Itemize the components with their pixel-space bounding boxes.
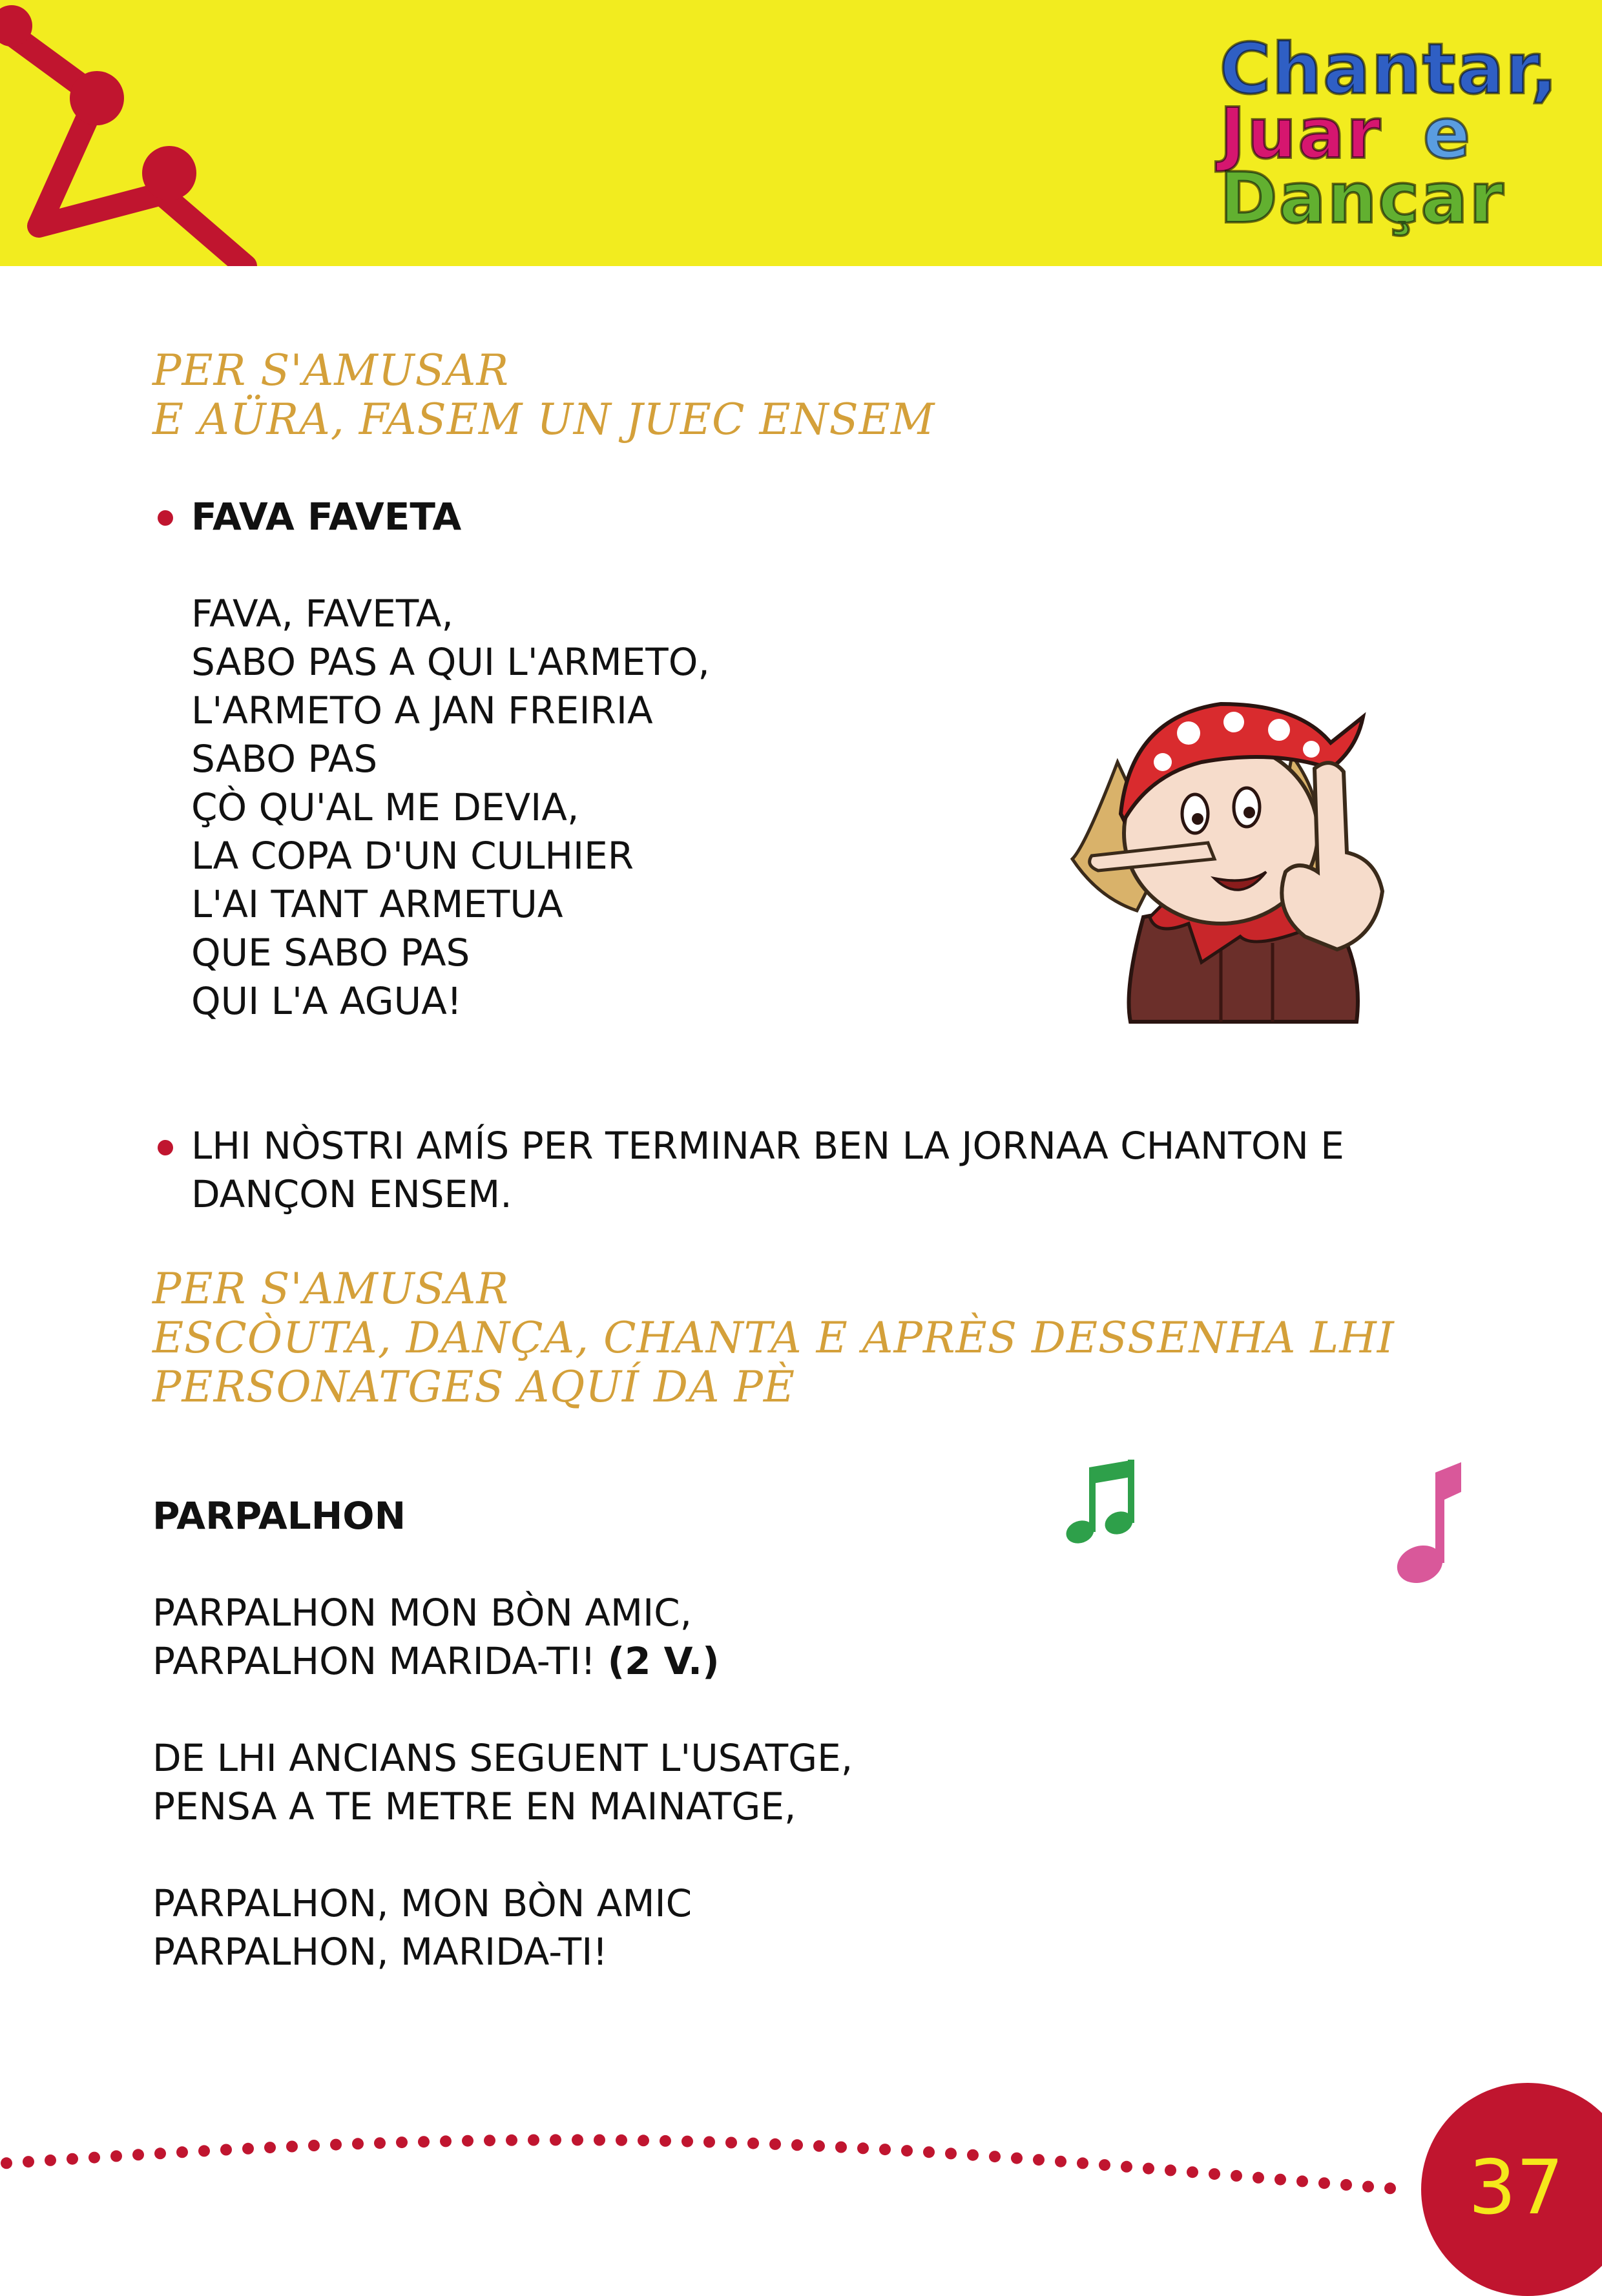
- wave-dot: [462, 2135, 473, 2147]
- wave-dot: [1296, 2175, 1308, 2187]
- verse-line: QUI L'A AGUA!: [191, 979, 462, 1023]
- section1-heading: [152, 346, 935, 444]
- wave-dot: [989, 2151, 1001, 2162]
- song-stanza-2: [152, 1734, 853, 1831]
- wave-dot: [67, 2153, 78, 2165]
- closing-note: [191, 1122, 1344, 1219]
- wave-dot: [330, 2139, 342, 2151]
- dotted-wave-divider: [0, 2105, 1447, 2209]
- wave-dot: [1362, 2181, 1374, 2193]
- bullet-dot: [158, 1140, 173, 1155]
- green-music-note-icon: [1059, 1453, 1143, 1550]
- wave-dot: [396, 2136, 408, 2148]
- wave-dot: [352, 2138, 364, 2149]
- verse-line: FAVA, FAVETA,: [191, 592, 453, 636]
- song-stanza-1: [152, 1589, 720, 1686]
- wave-dot: [1055, 2156, 1066, 2167]
- verse-line: L'AI TANT ARMETUA: [191, 882, 563, 926]
- wave-dot: [1033, 2154, 1045, 2166]
- repeat-marker: (2 V.): [607, 1639, 720, 1683]
- wave-dot: [835, 2142, 847, 2153]
- verse-line: L'ARMETO A JAN FREIRIA: [191, 688, 653, 732]
- wave-dot: [88, 2152, 100, 2164]
- wave-dot: [242, 2143, 254, 2155]
- section2-heading-line3: PERSONATGES AQUÍ DA PÈ: [152, 1362, 796, 1412]
- cartoon-girl-illustration: [1059, 665, 1408, 1027]
- wave-dot: [550, 2134, 561, 2146]
- wave-dot: [286, 2141, 298, 2153]
- wave-dot: [198, 2145, 210, 2156]
- fava-faveta-verse: [191, 590, 710, 1026]
- game-title: FAVA FAVETA: [191, 495, 462, 539]
- wave-dot: [45, 2155, 56, 2166]
- wave-dot: [528, 2135, 539, 2146]
- pink-music-note-icon: [1389, 1453, 1466, 1595]
- verse-line: SABO PAS A QUI L'ARMETO,: [191, 640, 710, 684]
- brand-word-e: e: [1422, 94, 1472, 174]
- wave-dot: [1143, 2163, 1154, 2175]
- wave-dot: [1011, 2153, 1023, 2164]
- section2-heading-line1: PER S'AMUSAR: [152, 1264, 510, 1314]
- wave-dot: [1274, 2174, 1286, 2186]
- wave-dot: [374, 2137, 386, 2149]
- verse-line: SABO PAS: [191, 737, 378, 781]
- wave-dot: [769, 2138, 781, 2150]
- page-number: 37: [1468, 2144, 1564, 2231]
- wave-dot: [1318, 2177, 1330, 2189]
- wave-dot: [1077, 2157, 1088, 2169]
- verse-line: LA COPA D'UN CULHIER: [191, 834, 634, 878]
- wave-dot: [506, 2135, 517, 2146]
- closing-note-line1: LHI NÒSTRI AMÍS PER TERMINAR BEN LA JORNAA CHANTON E: [191, 1124, 1344, 1168]
- brand-line-chantar: Chantar,: [1220, 29, 1559, 110]
- wave-dot: [1187, 2166, 1198, 2178]
- wave-dot: [594, 2135, 605, 2146]
- brand-line-juar-e: [1220, 94, 1581, 174]
- wave-dot: [660, 2135, 671, 2147]
- wave-dot: [176, 2146, 188, 2158]
- wave-dot: [440, 2135, 452, 2147]
- wave-dot: [638, 2135, 649, 2146]
- wave-dot: [813, 2140, 825, 2152]
- section2-heading: [152, 1265, 1395, 1412]
- song-title: PARPALHON: [152, 1494, 406, 1538]
- wave-dot: [264, 2142, 276, 2153]
- wave-dot: [1231, 2170, 1242, 2182]
- song-stanza-3: [152, 1879, 692, 1976]
- section1-heading-line2: E AÜRA, FASEM UN JUEC ENSEM: [152, 395, 935, 444]
- wave-dot: [857, 2142, 869, 2154]
- wave-dot: [220, 2144, 232, 2156]
- wave-dot: [308, 2140, 320, 2151]
- song-line-text: PARPALHON MARIDA-TI!: [152, 1639, 596, 1683]
- wave-dot: [923, 2146, 935, 2158]
- wave-dot: [1, 2157, 12, 2169]
- song-line: PARPALHON MON BÒN AMIC,: [152, 1591, 692, 1635]
- wave-dot: [901, 2145, 913, 2156]
- wave-dot: [681, 2136, 693, 2147]
- wave-dot: [725, 2137, 737, 2149]
- wave-dot: [132, 2149, 144, 2160]
- wave-dot: [23, 2156, 34, 2167]
- song-line: DE LHI ANCIANS SEGUENT L'USATGE,: [152, 1736, 853, 1780]
- verse-line: QUE SABO PAS: [191, 931, 470, 975]
- wave-dot: [1253, 2172, 1264, 2184]
- wave-dot: [484, 2135, 495, 2146]
- closing-note-line2: DANÇON ENSEM.: [191, 1172, 512, 1216]
- wave-dot: [1209, 2168, 1220, 2180]
- song-line: [152, 1637, 720, 1686]
- wave-dot: [879, 2144, 891, 2155]
- wave-dot: [791, 2139, 803, 2151]
- wave-dot: [616, 2135, 627, 2146]
- wave-dot: [1340, 2179, 1352, 2191]
- song-line: PARPALHON, MON BÒN AMIC: [152, 1881, 692, 1925]
- corner-ornament: [0, 0, 271, 266]
- verse-line: ÇÒ QU'AL ME DEVIA,: [191, 785, 579, 829]
- wave-dot: [154, 2147, 166, 2159]
- brand-line-dancar: Dançar: [1220, 158, 1505, 239]
- wave-dot: [1121, 2161, 1132, 2173]
- wave-dot: [747, 2138, 759, 2149]
- wave-dot: [1384, 2182, 1396, 2194]
- wave-dot: [572, 2134, 583, 2146]
- wave-dot: [945, 2147, 957, 2159]
- wave-dot: [967, 2149, 979, 2161]
- wave-dot: [1099, 2159, 1110, 2171]
- brand-word-juar: Juar: [1220, 94, 1382, 174]
- song-line: PENSA A TE METRE EN MAINATGE,: [152, 1784, 796, 1828]
- section1-heading-line1: PER S'AMUSAR: [152, 346, 510, 395]
- song-line: PARPALHON, MARIDA-TI!: [152, 1930, 608, 1974]
- wave-dot: [418, 2136, 430, 2147]
- wave-dot: [1165, 2164, 1176, 2176]
- section2-heading-line2: ESCÒUTA, DANÇA, CHANTA E APRÈS DESSENHA LHI: [152, 1313, 1395, 1363]
- brand-logo: [1220, 29, 1581, 239]
- wave-dot: [110, 2150, 122, 2162]
- wave-dot: [703, 2136, 715, 2148]
- bullet-dot: [158, 510, 173, 526]
